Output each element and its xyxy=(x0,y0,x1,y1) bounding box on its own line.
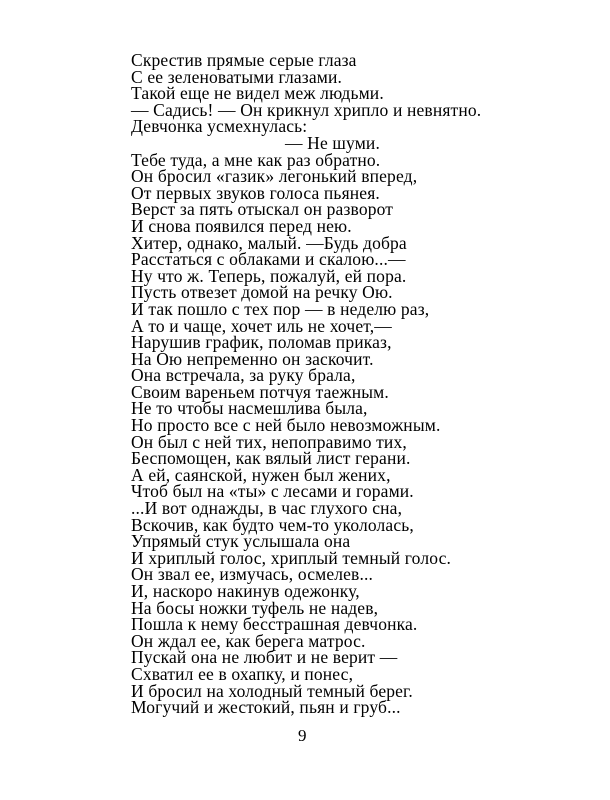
poem-line: А то и чаще, хочет иль не хочет,— xyxy=(131,315,392,336)
poem-line: Девчонка усмехнулась: xyxy=(131,116,308,137)
poem-line: Беспомощен, как вялый лист герани. xyxy=(131,448,411,469)
poem-line: Схватил ее в охапку, и понес, xyxy=(131,663,354,684)
poem-text xyxy=(131,52,531,716)
poem-line: И, наскоро накинув одежонку, xyxy=(131,581,360,601)
poem-line: Верст за пять отыскал он разворот xyxy=(131,199,394,220)
poem-line: — Не шуми. xyxy=(285,132,380,153)
poem-line: И бросил на холодный темный берег. xyxy=(131,680,413,701)
poem-line: Нарушив график, поломав приказ, xyxy=(131,332,392,353)
poem-line: ...И вот однажды, в час глухого сна, xyxy=(131,498,403,519)
poem-line: Не то чтобы насмешлива была, xyxy=(131,398,368,419)
page-number: 9 xyxy=(298,726,307,745)
poem-line: Он был с ней тих, непоправимо тих, xyxy=(131,431,407,452)
poem-line: На Ою непременно он заскочит. xyxy=(131,348,374,369)
poem-line: Ну что ж. Теперь, пожалуй, ей пора. xyxy=(131,265,407,286)
poem-line: — Садись! — Он крикнул хрипло и невнятно. xyxy=(131,99,482,120)
poem-line: Он бросил «газик» легонький вперед, xyxy=(131,166,418,187)
poem-line: Но просто все с ней было невозможным. xyxy=(131,415,441,436)
poem-line: Расстаться с облаками и скалою...— xyxy=(131,249,406,270)
poem-line: Тебе туда, а мне как раз обратно. xyxy=(131,149,381,170)
poem-line: А ей, саянской, нужен был жених, xyxy=(131,464,391,485)
poem-line: С ее зеленоватыми глазами. xyxy=(131,66,343,87)
poem-line: От первых звуков голоса пьянея. xyxy=(131,182,380,203)
poem-line: Могучий и жестокий, пьян и груб... xyxy=(131,697,401,718)
poem-line: И хриплый голос, хриплый темный голос. xyxy=(131,547,452,568)
poem-line: Она встречала, за руку брала, xyxy=(131,365,356,386)
poem-line: Такой еще не видел меж людьми. xyxy=(131,83,384,104)
poem-line: Чтоб был на «ты» с лесами и горами. xyxy=(131,481,414,502)
poem-line: Вскочив, как будто чем-то укололась, xyxy=(131,514,414,535)
poem-line: Скрестив прямые серые глаза xyxy=(131,50,357,70)
poem-line: Хитер, однако, малый. —Будь добра xyxy=(131,232,407,253)
poem-line: Он звал ее, измучась, осмелев... xyxy=(131,564,374,585)
poem-line: Пусть отвезет домой на речку Ою. xyxy=(131,282,393,303)
poem-line: Пускай она не любит и не верит — xyxy=(131,647,398,668)
poem-line: Своим вареньем потчуя таежным. xyxy=(131,381,389,402)
poem-line: И снова появился перед нею. xyxy=(131,215,352,236)
poem-line: Пошла к нему бесстрашная девчонка. xyxy=(131,614,418,635)
poem-line: На босы ножки туфель не надев, xyxy=(131,597,379,618)
poem-line: Упрямый стук услышала она xyxy=(131,531,351,552)
poem-line: И так пошло с тех пор — в неделю раз, xyxy=(131,298,430,319)
poem-line: Он ждал ее, как берега матрос. xyxy=(131,630,366,651)
